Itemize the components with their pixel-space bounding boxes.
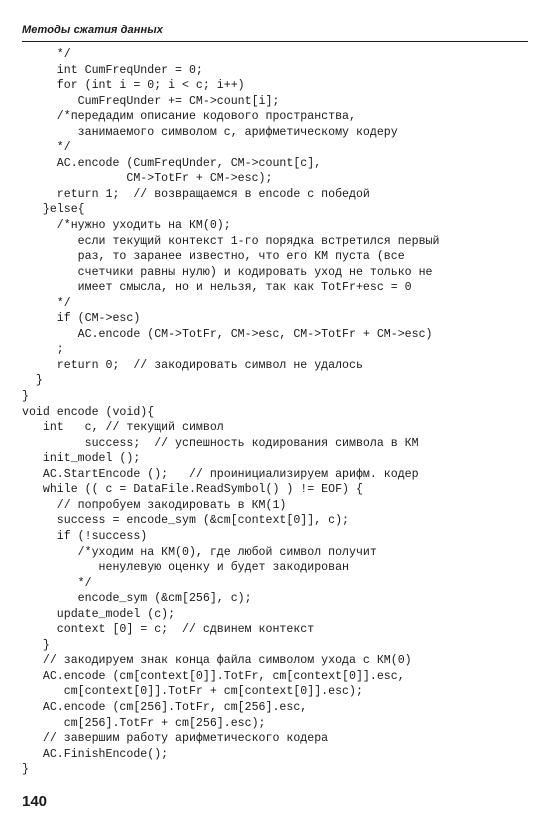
code-line: init_model (); xyxy=(22,452,141,466)
code-line: если текущий контекст 1-го порядка встретился первый xyxy=(22,234,440,248)
code-line: } xyxy=(22,638,50,652)
code-line: cm[256].TotFr + cm[256].esc); xyxy=(22,716,266,730)
code-line: // закодируем знак конца файла символом ухода с КМ(0) xyxy=(22,654,412,668)
code-line: AC.encode (CM->TotFr, CM->esc, CM->TotFr + CM->esc) xyxy=(22,327,433,341)
running-header xyxy=(22,20,528,42)
code-line: void encode (void){ xyxy=(22,405,155,419)
code-line: AC.encode (cm[context[0]].TotFr, cm[context[0]].esc, xyxy=(22,669,405,683)
code-line: CM->TotFr + CM->esc); xyxy=(22,172,273,186)
code-line: */ xyxy=(22,576,92,590)
code-line: }else{ xyxy=(22,203,85,217)
code-line: } xyxy=(22,763,29,777)
code-line: success; // успешность кодирования символа в КМ xyxy=(22,436,419,450)
code-line: while (( c = DataFile.ReadSymbol() ) != EOF) { xyxy=(22,483,363,497)
code-line: if (!success) xyxy=(22,529,148,543)
code-line: раз, то заранее известно, что его КМ пуста (все xyxy=(22,250,405,264)
code-line: // завершим работу арифметического кодера xyxy=(22,732,329,746)
code-line: update_model (c); xyxy=(22,607,176,621)
code-line: context [0] = c; // сдвинем контекст xyxy=(22,623,315,637)
code-line: AC.FinishEncode(); xyxy=(22,747,169,761)
header-title: Методы сжатия данных xyxy=(22,24,163,36)
code-line: */ xyxy=(22,48,71,61)
code-line: AC.encode (cm[256].TotFr, cm[256].esc, xyxy=(22,700,308,714)
code-line: ненулевую оценку и будет закодирован xyxy=(22,561,349,575)
code-line: encode_sym (&cm[256], c); xyxy=(22,592,252,606)
code-line: if (CM->esc) xyxy=(22,312,141,326)
code-line: int c, // текущий символ xyxy=(22,421,224,435)
code-line: return 1; // возвращаемся в encode с победой xyxy=(22,187,370,201)
code-line: занимаемого символом c, арифметическому кодеру xyxy=(22,125,398,139)
code-line: } xyxy=(22,374,43,388)
code-line: счетчики равны нулю) и кодировать уход не только не xyxy=(22,265,433,279)
code-line: AC.StartEncode (); // проинициализируем арифм. кодер xyxy=(22,467,419,481)
code-line: /*уходим на КМ(0), где любой символ получит xyxy=(22,545,377,559)
code-line: success = encode_sym (&cm[context[0]], c); xyxy=(22,514,349,528)
code-line: */ xyxy=(22,296,71,310)
code-line: int CumFreqUnder = 0; xyxy=(22,63,203,77)
code-line: return 0; // закодировать символ не удалось xyxy=(22,358,363,372)
page-number: 140 xyxy=(22,793,48,810)
code-listing xyxy=(22,47,532,778)
code-line: for (int i = 0; i < c; i++) xyxy=(22,79,245,93)
code-line: имеет смысла, но и нельзя, так как TotFr+esc = 0 xyxy=(22,281,412,295)
code-line: cm[context[0]].TotFr + cm[context[0]].esc); xyxy=(22,685,363,699)
code-line: } xyxy=(22,390,29,404)
code-line: CumFreqUnder += CM->count[i]; xyxy=(22,94,280,108)
code-line: AC.encode (CumFreqUnder, CM->count[c], xyxy=(22,156,322,170)
code-line: */ xyxy=(22,141,71,155)
code-line: // попробуем закодировать в КМ(1) xyxy=(22,498,287,512)
code-line: /*передадим описание кодового пространства, xyxy=(22,110,356,124)
code-line: /*нужно уходить на КМ(0); xyxy=(22,219,231,233)
code-line: ; xyxy=(22,343,64,357)
